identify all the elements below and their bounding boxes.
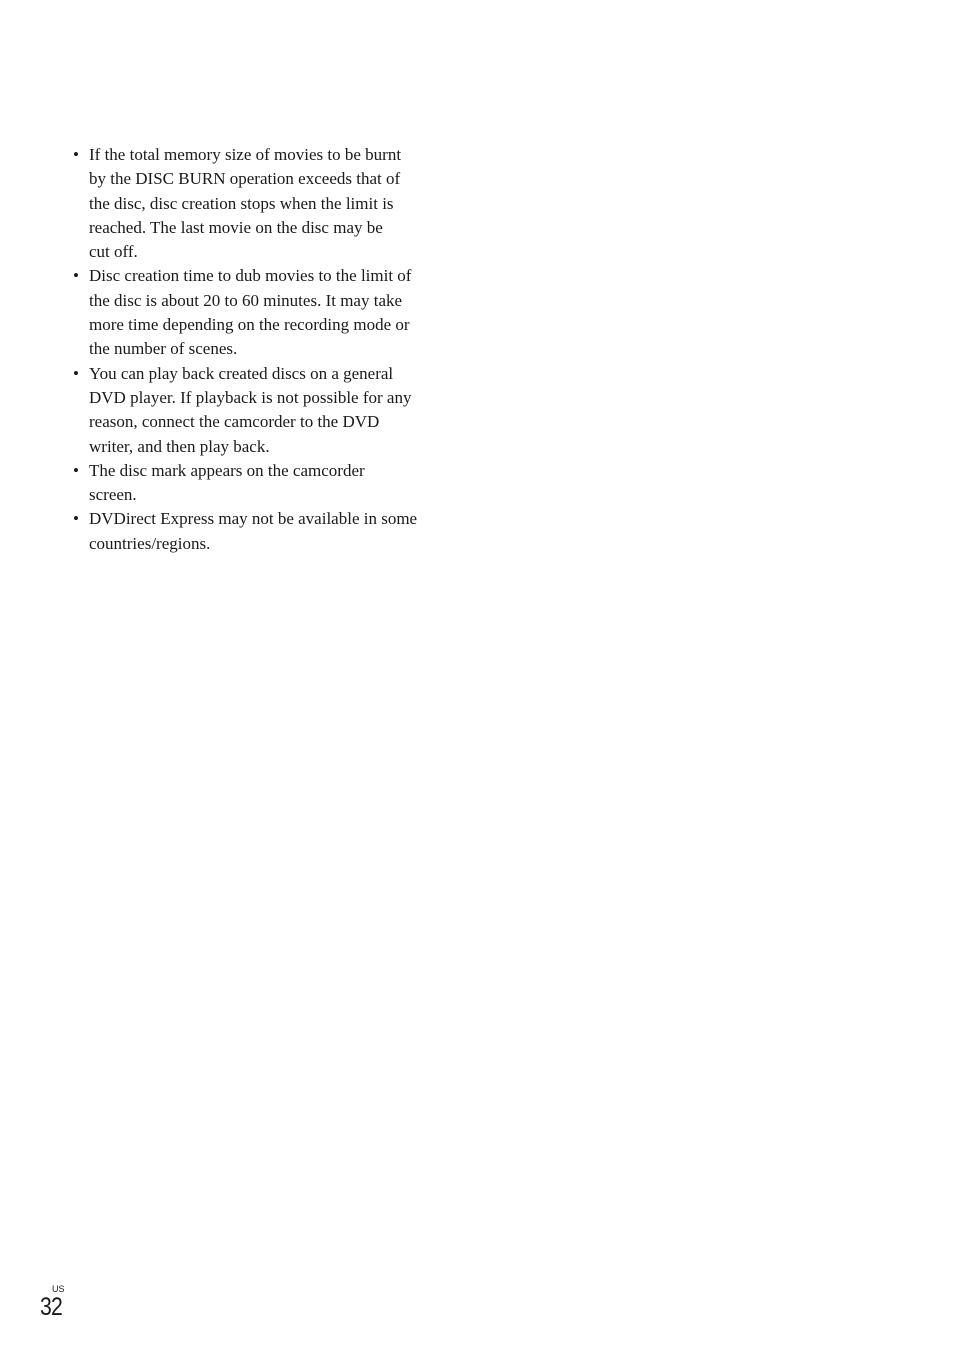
note-line: DVDirect Express may not be available in some (89, 509, 418, 529)
note-item (71, 507, 451, 556)
bullet-icon: • (73, 509, 79, 529)
page-number: 32 (40, 1293, 62, 1321)
page-footer (40, 1284, 80, 1320)
note-line: reason, connect the camcorder to the DVD (89, 412, 380, 432)
bullet-icon: • (73, 363, 79, 383)
note-line: countries/regions. (89, 533, 211, 553)
bullet-icon: • (73, 145, 79, 164)
note-line: The disc mark appears on the camcorder (89, 460, 365, 480)
note-item (71, 143, 451, 264)
note-line: more time depending on the recording mode or (89, 315, 410, 335)
note-line: the disc, disc creation stops when the limit is (89, 193, 394, 213)
note-item (71, 459, 451, 508)
note-line: screen. (89, 485, 137, 505)
notes-list (71, 143, 451, 556)
note-line: cut off. (89, 242, 138, 262)
note-line: DVD player. If playback is not possible for any (89, 387, 412, 407)
note-line: reached. The last movie on the disc may be (89, 217, 383, 237)
note-item (71, 264, 451, 361)
note-line: the disc is about 20 to 60 minutes. It may take (89, 290, 403, 310)
bullet-icon: • (73, 266, 79, 286)
note-line: writer, and then play back. (89, 436, 270, 456)
note-line: Disc creation time to dub movies to the limit of (89, 266, 412, 286)
note-line: the number of scenes. (89, 339, 238, 359)
note-line: You can play back created discs on a general (89, 363, 394, 383)
bullet-icon: • (73, 460, 79, 480)
note-line: If the total memory size of movies to be burnt (89, 145, 402, 164)
region-code: US (52, 1284, 65, 1294)
note-item (71, 362, 451, 459)
note-line: by the DISC BURN operation exceeds that of (89, 169, 401, 189)
